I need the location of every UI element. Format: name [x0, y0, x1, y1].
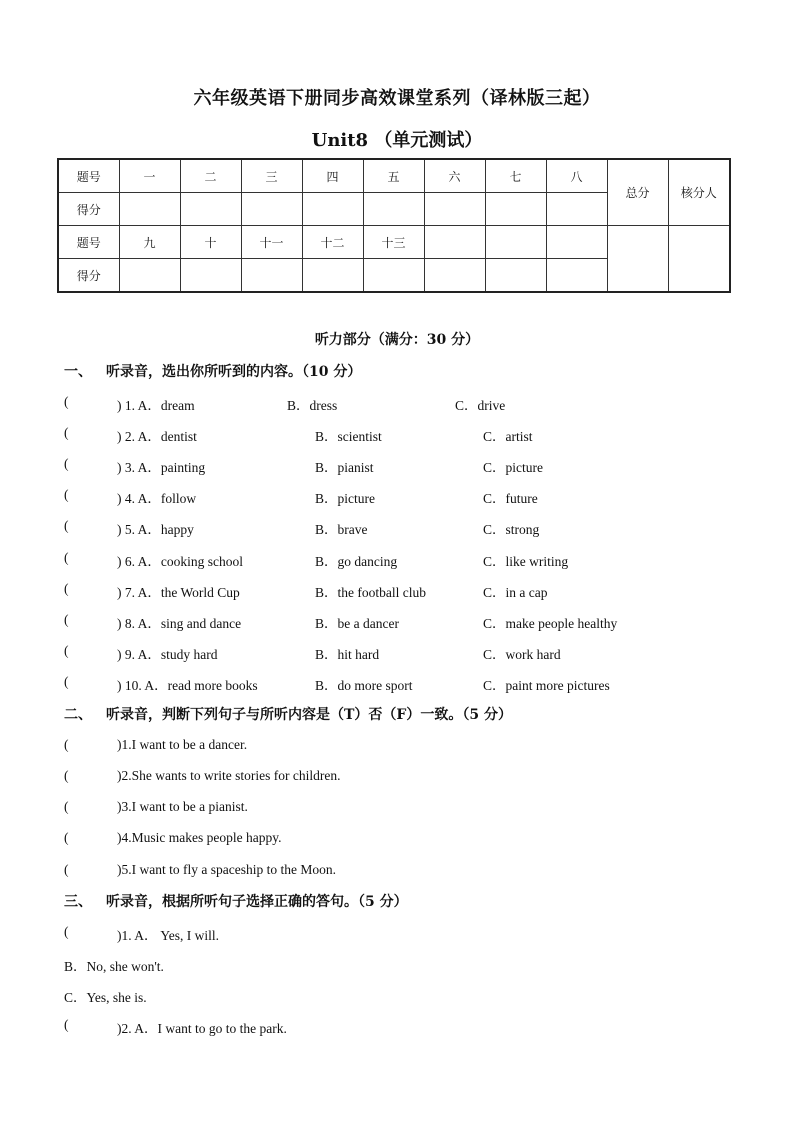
option-a: ) 9. A．study hard	[117, 647, 218, 662]
score-blank[interactable]	[180, 259, 241, 293]
page-title: 六年级英语下册同步高效课堂系列（译林版三起）	[193, 88, 601, 109]
score-blank[interactable]	[302, 193, 363, 226]
checker-label: 核分人	[668, 159, 730, 226]
checker-blank[interactable]	[668, 226, 730, 293]
answer-paren-open[interactable]: (	[64, 487, 69, 502]
score-blank[interactable]	[119, 259, 180, 293]
score-blank[interactable]	[363, 193, 424, 226]
answer-paren-open[interactable]: (	[64, 425, 69, 440]
option-c: C．strong	[483, 522, 540, 537]
score-blank[interactable]	[241, 193, 302, 226]
option-a: ) 4. A．follow	[117, 491, 197, 506]
answer-paren-open[interactable]: (	[64, 924, 69, 939]
score-blank[interactable]	[424, 259, 485, 293]
option-c: C．paint more pictures	[483, 678, 610, 693]
statement-text: )4.Music makes people happy.	[117, 830, 282, 845]
question-text: )1. A． Yes, I will.	[117, 928, 220, 943]
option-c: C．in a cap	[483, 585, 548, 600]
statement-text: )5.I want to fly a spaceship to the Moon.	[117, 862, 336, 877]
score-table-cell: 三	[241, 159, 302, 193]
option-b: B．picture	[315, 491, 375, 506]
option-text: B．No, she won't.	[64, 959, 164, 974]
section-2-instructions: 听录音，判断下列句子与所听内容是（T）否（F）一致。（5 分）	[106, 707, 512, 723]
section-1-number: 一、	[64, 364, 92, 380]
option-c: C．picture	[483, 460, 543, 475]
score-blank[interactable]	[119, 193, 180, 226]
answer-paren-open[interactable]: (	[64, 612, 69, 627]
score-table-cell: 十一	[241, 226, 302, 259]
listening-section-header: 听力部分（满分：30 分）	[314, 332, 480, 348]
option-c: C．like writing	[483, 554, 569, 569]
option-c: C．work hard	[483, 647, 561, 662]
score-table-cell: 六	[424, 159, 485, 193]
answer-paren-open[interactable]: (	[64, 581, 69, 596]
option-text: C．Yes, she is.	[64, 990, 147, 1005]
total-score-blank[interactable]	[607, 226, 668, 293]
option-c: C．drive	[455, 398, 506, 413]
answer-paren-open[interactable]: (	[64, 830, 69, 845]
score-table-cell: 二	[180, 159, 241, 193]
question-text: )2. A．I want to go to the park.	[117, 1021, 287, 1036]
score-blank[interactable]	[546, 193, 607, 226]
score-table-cell	[485, 226, 546, 259]
option-b: B．pianist	[315, 460, 374, 475]
score-table-cell: 一	[119, 159, 180, 193]
score-blank[interactable]	[180, 193, 241, 226]
option-a: ) 2. A．dentist	[117, 429, 197, 444]
option-a: ) 10. A．read more books	[117, 678, 258, 693]
score-blank[interactable]	[485, 259, 546, 293]
option-a: ) 3. A．painting	[117, 460, 206, 475]
option-b: B．brave	[315, 522, 368, 537]
answer-paren-open[interactable]: (	[64, 518, 69, 533]
section-3-number: 三、	[64, 894, 92, 910]
statement-text: )3.I want to be a pianist.	[117, 799, 248, 814]
answer-paren-open[interactable]: (	[64, 550, 69, 565]
score-table-cell: 八	[546, 159, 607, 193]
answer-paren-open[interactable]: (	[64, 862, 69, 877]
section-1-title	[64, 361, 361, 381]
option-b: B．do more sport	[315, 678, 413, 693]
score-table-cell	[424, 226, 485, 259]
option-b: B．hit hard	[315, 647, 380, 662]
total-score-label: 总分	[607, 159, 668, 226]
option-a: ) 6. A．cooking school	[117, 554, 243, 569]
answer-paren-open[interactable]: (	[64, 1017, 69, 1032]
score-blank[interactable]	[546, 259, 607, 293]
answer-paren-open[interactable]: (	[64, 737, 69, 752]
option-b: B．be a dancer	[315, 616, 399, 631]
answer-paren-open[interactable]: (	[64, 394, 69, 409]
score-blank[interactable]	[424, 193, 485, 226]
score-blank[interactable]	[302, 259, 363, 293]
option-a: ) 5. A．happy	[117, 522, 194, 537]
section-2-title	[64, 704, 512, 724]
answer-paren-open[interactable]: (	[64, 768, 69, 783]
option-a: ) 1. A．dream	[117, 398, 195, 413]
score-table-label: 题号	[58, 159, 119, 193]
score-table-cell	[546, 226, 607, 259]
section-3-instructions: 听录音，根据所听句子选择正确的答句。（5 分）	[106, 894, 408, 910]
score-blank[interactable]	[363, 259, 424, 293]
answer-paren-open[interactable]: (	[64, 456, 69, 471]
page-subtitle: Unit8 （单元测试）	[311, 130, 483, 151]
score-table-cell: 十	[180, 226, 241, 259]
score-table-cell: 十二	[302, 226, 363, 259]
score-table-cell: 十三	[363, 226, 424, 259]
answer-paren-open[interactable]: (	[64, 674, 69, 689]
score-table-cell: 四	[302, 159, 363, 193]
option-b: B．dress	[287, 398, 338, 413]
statement-text: )2.She wants to write stories for children.	[117, 768, 341, 783]
statement-text: )1.I want to be a dancer.	[117, 737, 248, 752]
score-blank[interactable]	[241, 259, 302, 293]
score-table-label: 得分	[58, 259, 119, 293]
option-c: C．future	[483, 491, 538, 506]
score-blank[interactable]	[485, 193, 546, 226]
score-table-label: 得分	[58, 193, 119, 226]
option-a: ) 8. A．sing and dance	[117, 616, 242, 631]
section-3-title	[64, 891, 408, 911]
score-table-cell: 九	[119, 226, 180, 259]
option-a: ) 7. A．the World Cup	[117, 585, 240, 600]
score-table-cell: 七	[485, 159, 546, 193]
score-table-cell: 五	[363, 159, 424, 193]
answer-paren-open[interactable]: (	[64, 799, 69, 814]
option-b: B．scientist	[315, 429, 382, 444]
score-table-label: 题号	[58, 226, 119, 259]
score-table	[57, 158, 731, 293]
option-b: B．the football club	[315, 585, 426, 600]
option-c: C．make people healthy	[483, 616, 618, 631]
section-2-number: 二、	[64, 707, 92, 723]
option-b: B．go dancing	[315, 554, 398, 569]
section-1-instructions: 听录音，选出你所听到的内容。（10 分）	[106, 364, 362, 380]
answer-paren-open[interactable]: (	[64, 643, 69, 658]
option-c: C．artist	[483, 429, 533, 444]
